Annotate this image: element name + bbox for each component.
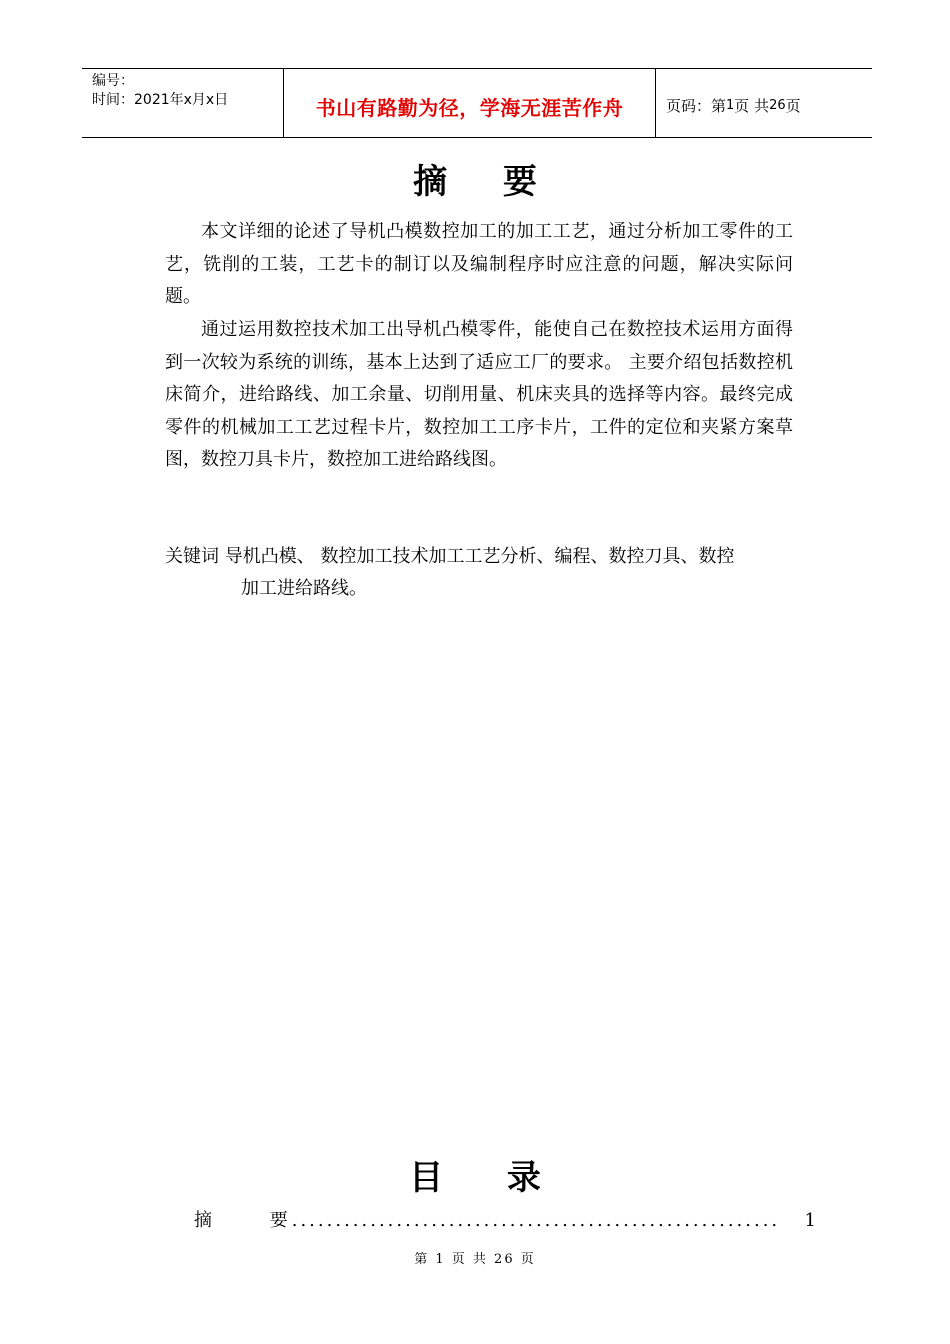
toc-entry[interactable] (194, 1206, 816, 1232)
keywords-label: 关键词 (165, 546, 219, 567)
toc-entry-label: 摘 要 (194, 1210, 314, 1231)
keywords-line-2: 加工进给路线。 (241, 578, 367, 599)
keywords-line-1: 导机凸模、 数控加工技术加工工艺分析、编程、数控刀具、数控 (224, 546, 735, 567)
number-label: 编号： (92, 73, 134, 89)
date-value: 2021年x月x日 (134, 92, 229, 108)
abstract-paragraph-1: 本文详细的论述了导机凸模数控加工的加工工艺，通过分析加工零件的工艺，铣削的工装，工艺卡的制订以及编制程序时应注意的问题，解决实际问题。 (165, 221, 793, 307)
toc-entry-leader: ........................................................ (291, 1210, 781, 1231)
document-header (82, 68, 872, 138)
abstract-title: 摘 要 (413, 162, 559, 202)
header-motto: 书山有路勤为径，学海无涯苦作舟 (284, 69, 656, 137)
toc-title: 目 录 (409, 1158, 567, 1198)
header-page-info (656, 69, 872, 137)
keywords-block (165, 541, 793, 599)
time-label: 时间： (92, 92, 134, 108)
time-line (92, 91, 283, 110)
page-footer: 第 1 页 共 26 页 (414, 1252, 536, 1267)
page-mid: 页 共 (734, 96, 770, 115)
abstract-paragraph-2: 通过运用数控技术加工出导机凸模零件，能使自己在数控技术运用方面得到一次较为系统的训练，基本上达到了适应工厂的要求。 主要介绍包括数控机床简介，进给路线、加工余量、切削用量、机床夹具的选择等内容。最终完成零件的机械加工工艺过程卡片，数控加工工序卡片，工件的定位和夹紧方案草图，数控刀具卡片，数控加工进给路线图。 (165, 319, 793, 470)
header-meta (82, 69, 284, 137)
page-suffix: 页 (785, 96, 801, 115)
page-prefix: 页码：第 (666, 96, 727, 115)
page-current: 1 (726, 97, 735, 113)
page-total: 26 (769, 97, 786, 113)
toc-entry-page: 1 (804, 1210, 816, 1231)
